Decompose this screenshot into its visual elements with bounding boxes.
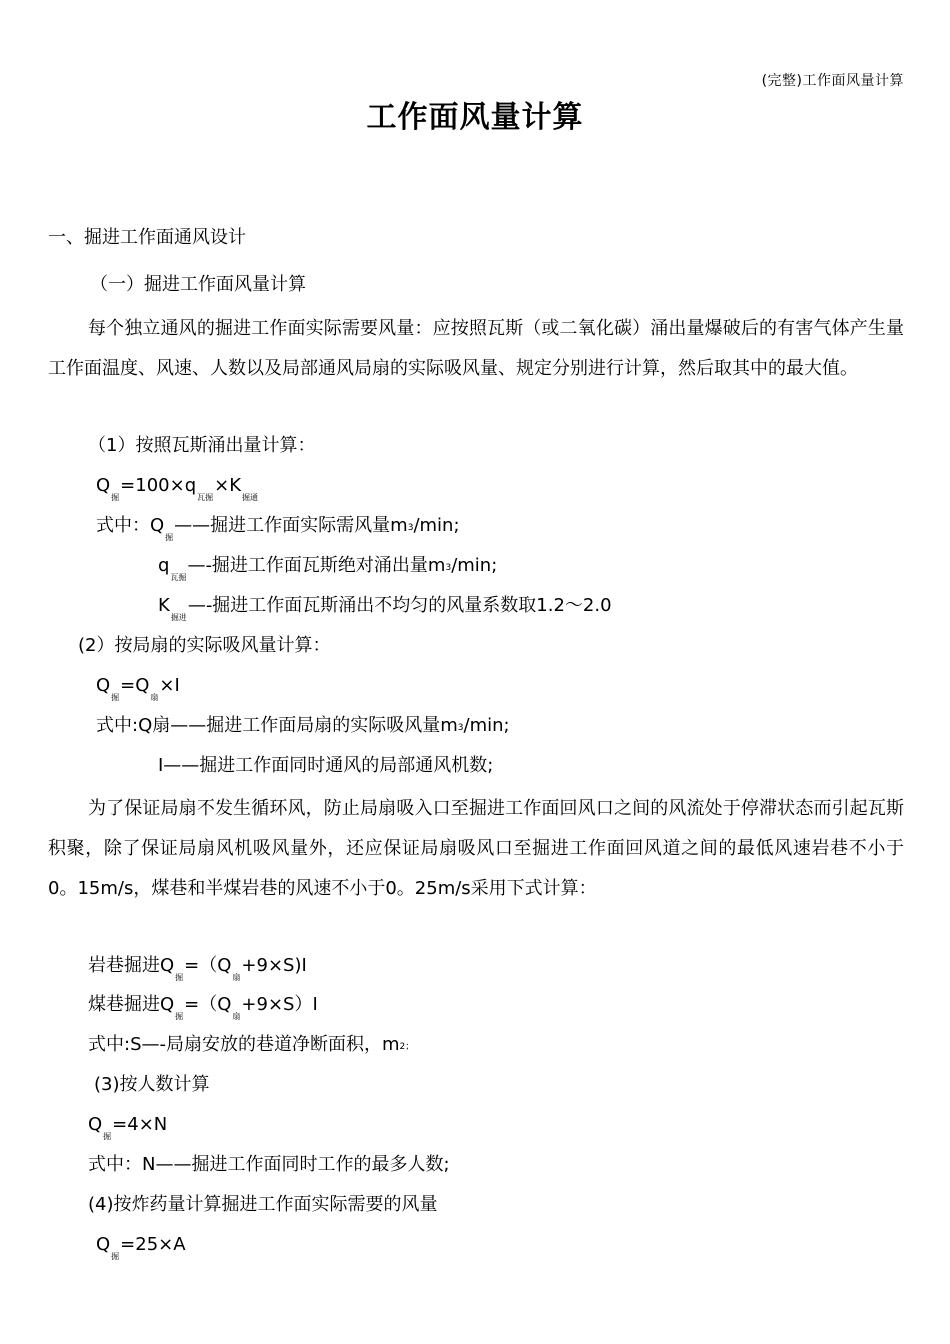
running-header: (完整)工作面风量计算	[761, 73, 904, 89]
def-prefix: q	[158, 555, 170, 576]
def-text: ——掘进工作面实际需风量m	[174, 515, 408, 536]
definition-s	[88, 1033, 414, 1059]
unit-superscript: 3	[407, 523, 414, 533]
formula-subscript: 扇	[232, 1012, 241, 1021]
document-title: 工作面风量计算	[366, 100, 584, 135]
formula-symbol: Q	[96, 675, 111, 696]
unit-superscript: 3	[457, 723, 464, 733]
definition-i: I——掘进工作面同时通风的局部通风机数;	[158, 755, 494, 776]
subsection-heading: （一）掘进工作面风量计算	[90, 274, 306, 295]
def-subscript: 掘	[165, 533, 174, 542]
note-paragraph	[48, 789, 904, 909]
formula-part: =（Q	[184, 994, 232, 1015]
definition-q-wa	[158, 554, 497, 580]
definition-fan	[96, 714, 510, 740]
method3-heading: (3)按人数计算	[94, 1074, 210, 1095]
method4-heading: (4)按炸药量计算掘进工作面实际需要的风量	[88, 1194, 438, 1215]
formula-subscript: 掘	[111, 493, 120, 502]
formula-explosive	[96, 1233, 186, 1261]
formula-subscript: 掘	[175, 973, 184, 982]
formula-subscript: 掘	[103, 1132, 112, 1141]
def-prefix: K	[158, 595, 170, 616]
def-text: —-掘进工作面瓦斯涌出不均匀的风量系数取1.2～2.0	[187, 595, 612, 616]
formula-subscript: 扇	[150, 693, 159, 702]
formula-gas	[96, 474, 259, 502]
definition-n: 式中：N——掘进工作面同时工作的最多人数;	[88, 1154, 450, 1175]
formula-symbol: Q	[96, 475, 111, 496]
method1-heading: （1）按照瓦斯涌出量计算：	[88, 435, 316, 456]
def-subscript: 掘进	[170, 613, 187, 622]
def-text: 式中:Q扇——掘进工作面局扇的实际吸风量m	[96, 715, 458, 736]
formula-part: ×I	[159, 675, 180, 696]
unit-text: /min;	[413, 515, 460, 536]
def-text: 式中:S—-局扇安放的巷道净断面积，m	[88, 1034, 400, 1055]
formula-part: =（Q	[184, 955, 232, 976]
formula-part: 煤巷掘进Q	[88, 994, 175, 1015]
formula-part: 岩巷掘进Q	[88, 955, 175, 976]
method2-heading: (2）按局扇的实际吸风量计算：	[78, 635, 331, 656]
formula-subscript: 扇	[232, 973, 241, 982]
formula-symbol: Q	[88, 1114, 103, 1135]
def-prefix: 式中：Q	[96, 515, 165, 536]
def-text: —-掘进工作面瓦斯绝对涌出量m	[187, 555, 446, 576]
formula-people	[88, 1113, 168, 1141]
intro-text: 每个独立通风的掘进工作面实际需要风量：应按照瓦斯（或二氧化碳）涌出量爆破后的有害气体产生量工作面温度、风速、人数以及局部通风局扇的实际吸风量、规定分别进行计算，然后取其中的最大值。	[48, 318, 904, 379]
formula-part: ×K	[214, 475, 242, 496]
formula-part: =100×q	[120, 475, 197, 496]
formula-subscript: 掘通	[242, 493, 259, 502]
formula-part: =25×A	[120, 1234, 186, 1255]
intro-paragraph	[48, 309, 904, 389]
def-subscript: 瓦掘	[170, 573, 187, 582]
unit-superscript: 3	[445, 563, 452, 573]
unit-superscript: 2；	[399, 1042, 415, 1052]
unit-text: /min;	[463, 715, 510, 736]
note-text: 为了保证局扇不发生循环风，防止局扇吸入口至掘进工作面回风口之间的风流处于停滞状态而引起瓦斯积聚，除了保证局扇风机吸风量外，还应保证局扇吸风口至掘进工作面回风道之间的最低风速岩巷不小于0。15m/s，煤巷和半煤岩巷的风速不小于0。25m/s采用下式计算：	[48, 798, 904, 899]
formula-fan	[96, 674, 180, 702]
definition-k	[158, 594, 612, 622]
formula-part: =4×N	[112, 1114, 168, 1135]
formula-subscript: 瓦掘	[197, 493, 214, 502]
definition-q-jue	[96, 514, 460, 540]
formula-rock	[88, 954, 307, 982]
formula-part: =Q	[120, 675, 150, 696]
unit-text: /min;	[451, 555, 498, 576]
formula-subscript: 掘	[111, 1252, 120, 1261]
formula-subscript: 掘	[111, 693, 120, 702]
formula-part: +9×S)I	[241, 955, 307, 976]
section-heading: 一、掘进工作面通风设计	[48, 227, 246, 248]
formula-part: +9×S）I	[241, 994, 318, 1015]
formula-subscript: 掘	[175, 1012, 184, 1021]
formula-symbol: Q	[96, 1234, 111, 1255]
formula-coal	[88, 993, 318, 1021]
